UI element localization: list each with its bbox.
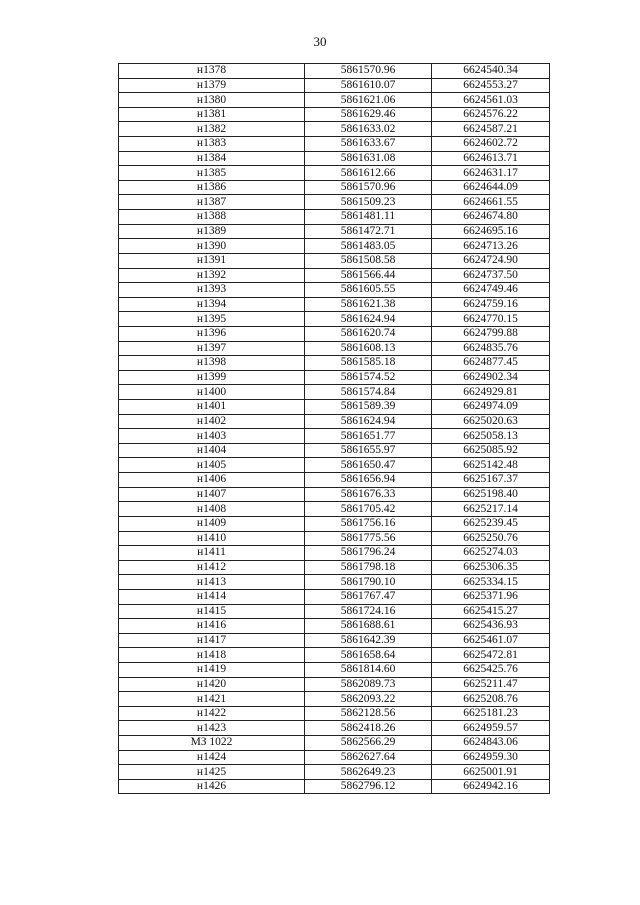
y-coordinate-cell: 6624770.15 [432, 312, 550, 327]
table-row [119, 210, 550, 225]
point-name-cell: н1378 [119, 64, 305, 79]
x-coordinate-cell: 5861650.47 [305, 458, 432, 473]
point-name-cell: н1415 [119, 604, 305, 619]
table-row [119, 253, 550, 268]
y-coordinate-cell: 6624587.21 [432, 122, 550, 137]
table-row [119, 458, 550, 473]
x-coordinate-cell: 5861624.94 [305, 414, 432, 429]
point-name-cell: н1392 [119, 268, 305, 283]
table-row [119, 356, 550, 371]
y-coordinate-cell: 6624602.72 [432, 137, 550, 152]
table-row [119, 151, 550, 166]
table-row [119, 385, 550, 400]
table-row [119, 93, 550, 108]
table-row [119, 239, 550, 254]
table-row [119, 370, 550, 385]
x-coordinate-cell: 5862796.12 [305, 779, 432, 794]
y-coordinate-cell: 6624613.71 [432, 151, 550, 166]
y-coordinate-cell: 6625274.03 [432, 546, 550, 561]
y-coordinate-cell: 6625425.76 [432, 662, 550, 677]
point-name-cell: н1382 [119, 122, 305, 137]
y-coordinate-cell: 6625085.92 [432, 443, 550, 458]
table-row [119, 575, 550, 590]
table-row [119, 107, 550, 122]
y-coordinate-cell: 6625334.15 [432, 575, 550, 590]
point-name-cell: н1408 [119, 502, 305, 517]
table-row [119, 414, 550, 429]
y-coordinate-cell: 6625167.37 [432, 473, 550, 488]
table-row [119, 297, 550, 312]
table-row [119, 473, 550, 488]
x-coordinate-cell: 5862418.26 [305, 721, 432, 736]
x-coordinate-cell: 5861620.74 [305, 326, 432, 341]
table-row [119, 429, 550, 444]
x-coordinate-cell: 5861688.61 [305, 619, 432, 634]
coordinates-table [118, 63, 550, 794]
y-coordinate-cell: 6624713.26 [432, 239, 550, 254]
table-row [119, 326, 550, 341]
x-coordinate-cell: 5861633.02 [305, 122, 432, 137]
x-coordinate-cell: 5861756.16 [305, 516, 432, 531]
x-coordinate-cell: 5862566.29 [305, 736, 432, 751]
y-coordinate-cell: 6625250.76 [432, 531, 550, 546]
point-name-cell: н1381 [119, 107, 305, 122]
y-coordinate-cell: 6624799.88 [432, 326, 550, 341]
point-name-cell: н1391 [119, 253, 305, 268]
point-name-cell: н1399 [119, 370, 305, 385]
table-row [119, 648, 550, 663]
table-row [119, 180, 550, 195]
y-coordinate-cell: 6625472.81 [432, 648, 550, 663]
coordinates-table-body [119, 64, 550, 794]
y-coordinate-cell: 6625371.96 [432, 589, 550, 604]
point-name-cell: н1386 [119, 180, 305, 195]
y-coordinate-cell: 6625058.13 [432, 429, 550, 444]
y-coordinate-cell: 6624942.16 [432, 779, 550, 794]
table-row [119, 692, 550, 707]
x-coordinate-cell: 5861472.71 [305, 224, 432, 239]
table-row [119, 560, 550, 575]
point-name-cell: н1383 [119, 137, 305, 152]
point-name-cell: н1384 [119, 151, 305, 166]
point-name-cell: н1403 [119, 429, 305, 444]
point-name-cell: н1385 [119, 166, 305, 181]
x-coordinate-cell: 5861574.84 [305, 385, 432, 400]
point-name-cell: н1418 [119, 648, 305, 663]
table-row [119, 487, 550, 502]
x-coordinate-cell: 5861605.55 [305, 283, 432, 298]
point-name-cell: н1380 [119, 93, 305, 108]
x-coordinate-cell: 5861508.58 [305, 253, 432, 268]
point-name-cell: н1397 [119, 341, 305, 356]
point-name-cell: н1389 [119, 224, 305, 239]
y-coordinate-cell: 6624737.50 [432, 268, 550, 283]
x-coordinate-cell: 5861621.06 [305, 93, 432, 108]
table-row [119, 224, 550, 239]
point-name-cell: н1402 [119, 414, 305, 429]
table-row [119, 443, 550, 458]
y-coordinate-cell: 6624902.34 [432, 370, 550, 385]
point-name-cell: н1410 [119, 531, 305, 546]
table-row [119, 721, 550, 736]
x-coordinate-cell: 5861570.96 [305, 64, 432, 79]
x-coordinate-cell: 5861705.42 [305, 502, 432, 517]
table-row [119, 312, 550, 327]
point-name-cell: н1424 [119, 750, 305, 765]
y-coordinate-cell: 6625415.27 [432, 604, 550, 619]
point-name-cell: н1413 [119, 575, 305, 590]
point-name-cell: н1423 [119, 721, 305, 736]
x-coordinate-cell: 5862089.73 [305, 677, 432, 692]
point-name-cell: н1405 [119, 458, 305, 473]
table-row [119, 341, 550, 356]
x-coordinate-cell: 5861676.33 [305, 487, 432, 502]
y-coordinate-cell: 6625208.76 [432, 692, 550, 707]
x-coordinate-cell: 5861656.94 [305, 473, 432, 488]
point-name-cell: н1417 [119, 633, 305, 648]
table-row [119, 122, 550, 137]
x-coordinate-cell: 5861509.23 [305, 195, 432, 210]
table-row [119, 662, 550, 677]
y-coordinate-cell: 6624540.34 [432, 64, 550, 79]
x-coordinate-cell: 5861633.67 [305, 137, 432, 152]
point-name-cell: н1421 [119, 692, 305, 707]
table-row [119, 633, 550, 648]
point-name-cell: н1387 [119, 195, 305, 210]
point-name-cell: н1419 [119, 662, 305, 677]
x-coordinate-cell: 5861483.05 [305, 239, 432, 254]
y-coordinate-cell: 6624959.30 [432, 750, 550, 765]
table-row [119, 750, 550, 765]
table-row [119, 268, 550, 283]
point-name-cell: н1411 [119, 546, 305, 561]
x-coordinate-cell: 5862093.22 [305, 692, 432, 707]
y-coordinate-cell: 6625001.91 [432, 765, 550, 780]
point-name-cell: н1426 [119, 779, 305, 794]
x-coordinate-cell: 5861798.18 [305, 560, 432, 575]
y-coordinate-cell: 6624576.22 [432, 107, 550, 122]
table-row [119, 283, 550, 298]
x-coordinate-cell: 5861608.13 [305, 341, 432, 356]
x-coordinate-cell: 5861796.24 [305, 546, 432, 561]
table-row [119, 765, 550, 780]
table-row [119, 78, 550, 93]
x-coordinate-cell: 5861570.96 [305, 180, 432, 195]
x-coordinate-cell: 5861612.66 [305, 166, 432, 181]
table-row [119, 502, 550, 517]
y-coordinate-cell: 6625217.14 [432, 502, 550, 517]
table-row [119, 589, 550, 604]
y-coordinate-cell: 6625198.40 [432, 487, 550, 502]
y-coordinate-cell: 6625306.35 [432, 560, 550, 575]
point-name-cell: н1400 [119, 385, 305, 400]
x-coordinate-cell: 5861724.16 [305, 604, 432, 619]
x-coordinate-cell: 5861481.11 [305, 210, 432, 225]
page-number: 30 [313, 34, 327, 49]
point-name-cell: н1393 [119, 283, 305, 298]
point-name-cell: н1416 [119, 619, 305, 634]
point-name-cell: н1401 [119, 400, 305, 415]
x-coordinate-cell: 5861624.94 [305, 312, 432, 327]
x-coordinate-cell: 5862649.23 [305, 765, 432, 780]
y-coordinate-cell: 6625239.45 [432, 516, 550, 531]
y-coordinate-cell: 6624724.90 [432, 253, 550, 268]
x-coordinate-cell: 5861585.18 [305, 356, 432, 371]
table-row [119, 677, 550, 692]
y-coordinate-cell: 6624959.57 [432, 721, 550, 736]
point-name-cell: н1422 [119, 706, 305, 721]
table-row [119, 195, 550, 210]
x-coordinate-cell: 5862128.56 [305, 706, 432, 721]
point-name-cell: н1388 [119, 210, 305, 225]
point-name-cell: н1420 [119, 677, 305, 692]
x-coordinate-cell: 5861790.10 [305, 575, 432, 590]
point-name-cell: н1394 [119, 297, 305, 312]
y-coordinate-cell: 6625461.07 [432, 633, 550, 648]
x-coordinate-cell: 5861574.52 [305, 370, 432, 385]
x-coordinate-cell: 5861655.97 [305, 443, 432, 458]
y-coordinate-cell: 6624553.27 [432, 78, 550, 93]
table-row [119, 64, 550, 79]
x-coordinate-cell: 5861589.39 [305, 400, 432, 415]
x-coordinate-cell: 5861631.08 [305, 151, 432, 166]
table-row [119, 706, 550, 721]
x-coordinate-cell: 5862627.64 [305, 750, 432, 765]
table-row [119, 400, 550, 415]
y-coordinate-cell: 6624974.09 [432, 400, 550, 415]
y-coordinate-cell: 6624661.55 [432, 195, 550, 210]
y-coordinate-cell: 6624835.76 [432, 341, 550, 356]
point-name-cell: МЗ 1022 [119, 736, 305, 751]
point-name-cell: н1412 [119, 560, 305, 575]
point-name-cell: н1407 [119, 487, 305, 502]
y-coordinate-cell: 6624695.16 [432, 224, 550, 239]
point-name-cell: н1395 [119, 312, 305, 327]
x-coordinate-cell: 5861775.56 [305, 531, 432, 546]
y-coordinate-cell: 6624759.16 [432, 297, 550, 312]
x-coordinate-cell: 5861642.39 [305, 633, 432, 648]
x-coordinate-cell: 5861629.46 [305, 107, 432, 122]
point-name-cell: н1414 [119, 589, 305, 604]
y-coordinate-cell: 6624929.81 [432, 385, 550, 400]
point-name-cell: н1404 [119, 443, 305, 458]
y-coordinate-cell: 6624749.46 [432, 283, 550, 298]
point-name-cell: н1390 [119, 239, 305, 254]
y-coordinate-cell: 6624877.45 [432, 356, 550, 371]
table-row [119, 531, 550, 546]
table-row [119, 619, 550, 634]
point-name-cell: н1406 [119, 473, 305, 488]
x-coordinate-cell: 5861566.44 [305, 268, 432, 283]
point-name-cell: н1425 [119, 765, 305, 780]
y-coordinate-cell: 6624631.17 [432, 166, 550, 181]
y-coordinate-cell: 6625142.48 [432, 458, 550, 473]
y-coordinate-cell: 6624644.09 [432, 180, 550, 195]
point-name-cell: н1409 [119, 516, 305, 531]
y-coordinate-cell: 6624674.80 [432, 210, 550, 225]
y-coordinate-cell: 6625020.63 [432, 414, 550, 429]
x-coordinate-cell: 5861814.60 [305, 662, 432, 677]
table-row [119, 516, 550, 531]
y-coordinate-cell: 6624843.06 [432, 736, 550, 751]
y-coordinate-cell: 6625436.93 [432, 619, 550, 634]
x-coordinate-cell: 5861658.64 [305, 648, 432, 663]
x-coordinate-cell: 5861651.77 [305, 429, 432, 444]
x-coordinate-cell: 5861621.38 [305, 297, 432, 312]
table-row [119, 137, 550, 152]
y-coordinate-cell: 6624561.03 [432, 93, 550, 108]
table-row [119, 166, 550, 181]
x-coordinate-cell: 5861610.07 [305, 78, 432, 93]
y-coordinate-cell: 6625181.23 [432, 706, 550, 721]
point-name-cell: н1379 [119, 78, 305, 93]
point-name-cell: н1398 [119, 356, 305, 371]
table-row [119, 779, 550, 794]
table-row [119, 546, 550, 561]
y-coordinate-cell: 6625211.47 [432, 677, 550, 692]
table-row [119, 604, 550, 619]
point-name-cell: н1396 [119, 326, 305, 341]
x-coordinate-cell: 5861767.47 [305, 589, 432, 604]
table-row [119, 736, 550, 751]
